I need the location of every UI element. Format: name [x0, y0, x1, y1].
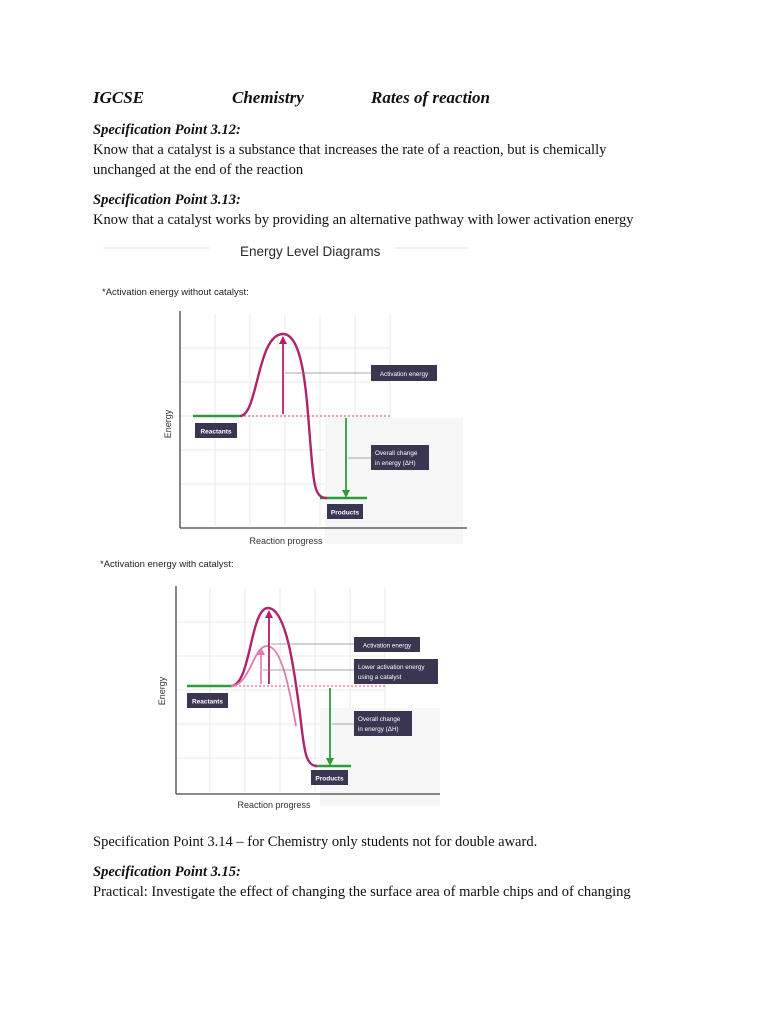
spec-314-text: Specification Point 3.14 – for Chemistry only students not for double award. — [93, 834, 538, 850]
spec-313-title: Specification Point 3.13: — [93, 192, 241, 208]
diagram2-activation-arrowhead — [265, 610, 273, 618]
diagram2-energy-curve — [231, 608, 317, 766]
spec-312-text — [93, 140, 693, 180]
diagram2-lower-label-1: Lower activation energy — [358, 664, 425, 671]
spec-313-text: Know that a catalyst works by providing an alternative pathway with lower activation energy — [93, 212, 634, 228]
diagram1-overall-label-1: Overall change — [375, 450, 418, 457]
spec-312-line1: Know that a catalyst is a substance that increases the rate of a reaction, but is chemically — [93, 142, 607, 158]
header-subject: Chemistry — [232, 88, 304, 107]
diagram1-activation-arrowhead — [279, 336, 287, 344]
spec-315-text: Practical: Investigate the effect of changing the surface area of marble chips and of changing — [93, 884, 631, 900]
header-topic: Rates of reaction — [371, 88, 490, 107]
diagram2-lower-label-2: using a catalyst — [358, 674, 402, 681]
diagram2-overall-label-2: in energy (ΔH) — [358, 726, 399, 733]
energy-level-svg — [95, 236, 475, 811]
spec-312-title: Specification Point 3.12: — [93, 122, 241, 138]
diagram2-products-label: Products — [315, 775, 344, 783]
diagram2-x-label: Reaction progress — [237, 800, 311, 810]
diagram1-y-label: Energy — [163, 409, 173, 439]
diagram1-activation-label: Activation energy — [379, 371, 429, 378]
diagram1-overall-label-2: in energy (ΔH) — [375, 460, 416, 467]
diagram2-activation-label: Activation energy — [362, 642, 412, 650]
header-course: IGCSE — [93, 88, 145, 107]
diagram1-reactants-label: Reactants — [200, 428, 232, 436]
diagram1-caption: *Activation energy without catalyst: — [102, 287, 249, 298]
diagram2-overall-label-1: Overall change — [358, 716, 401, 723]
diagram2-reactants-label: Reactants — [191, 698, 224, 706]
figure-title: Energy Level Diagrams — [240, 244, 381, 259]
diagram1-products-label: Products — [330, 509, 360, 517]
diagram1-x-label: Reaction progress — [249, 536, 323, 546]
spec-315-title: Specification Point 3.15: — [93, 864, 241, 880]
spec-312-line2: unchanged at the end of the reaction — [93, 162, 304, 178]
diagram2-y-label: Energy — [157, 676, 167, 706]
diagram2-caption: *Activation energy with catalyst: — [100, 559, 234, 570]
energy-level-figure — [95, 236, 475, 811]
